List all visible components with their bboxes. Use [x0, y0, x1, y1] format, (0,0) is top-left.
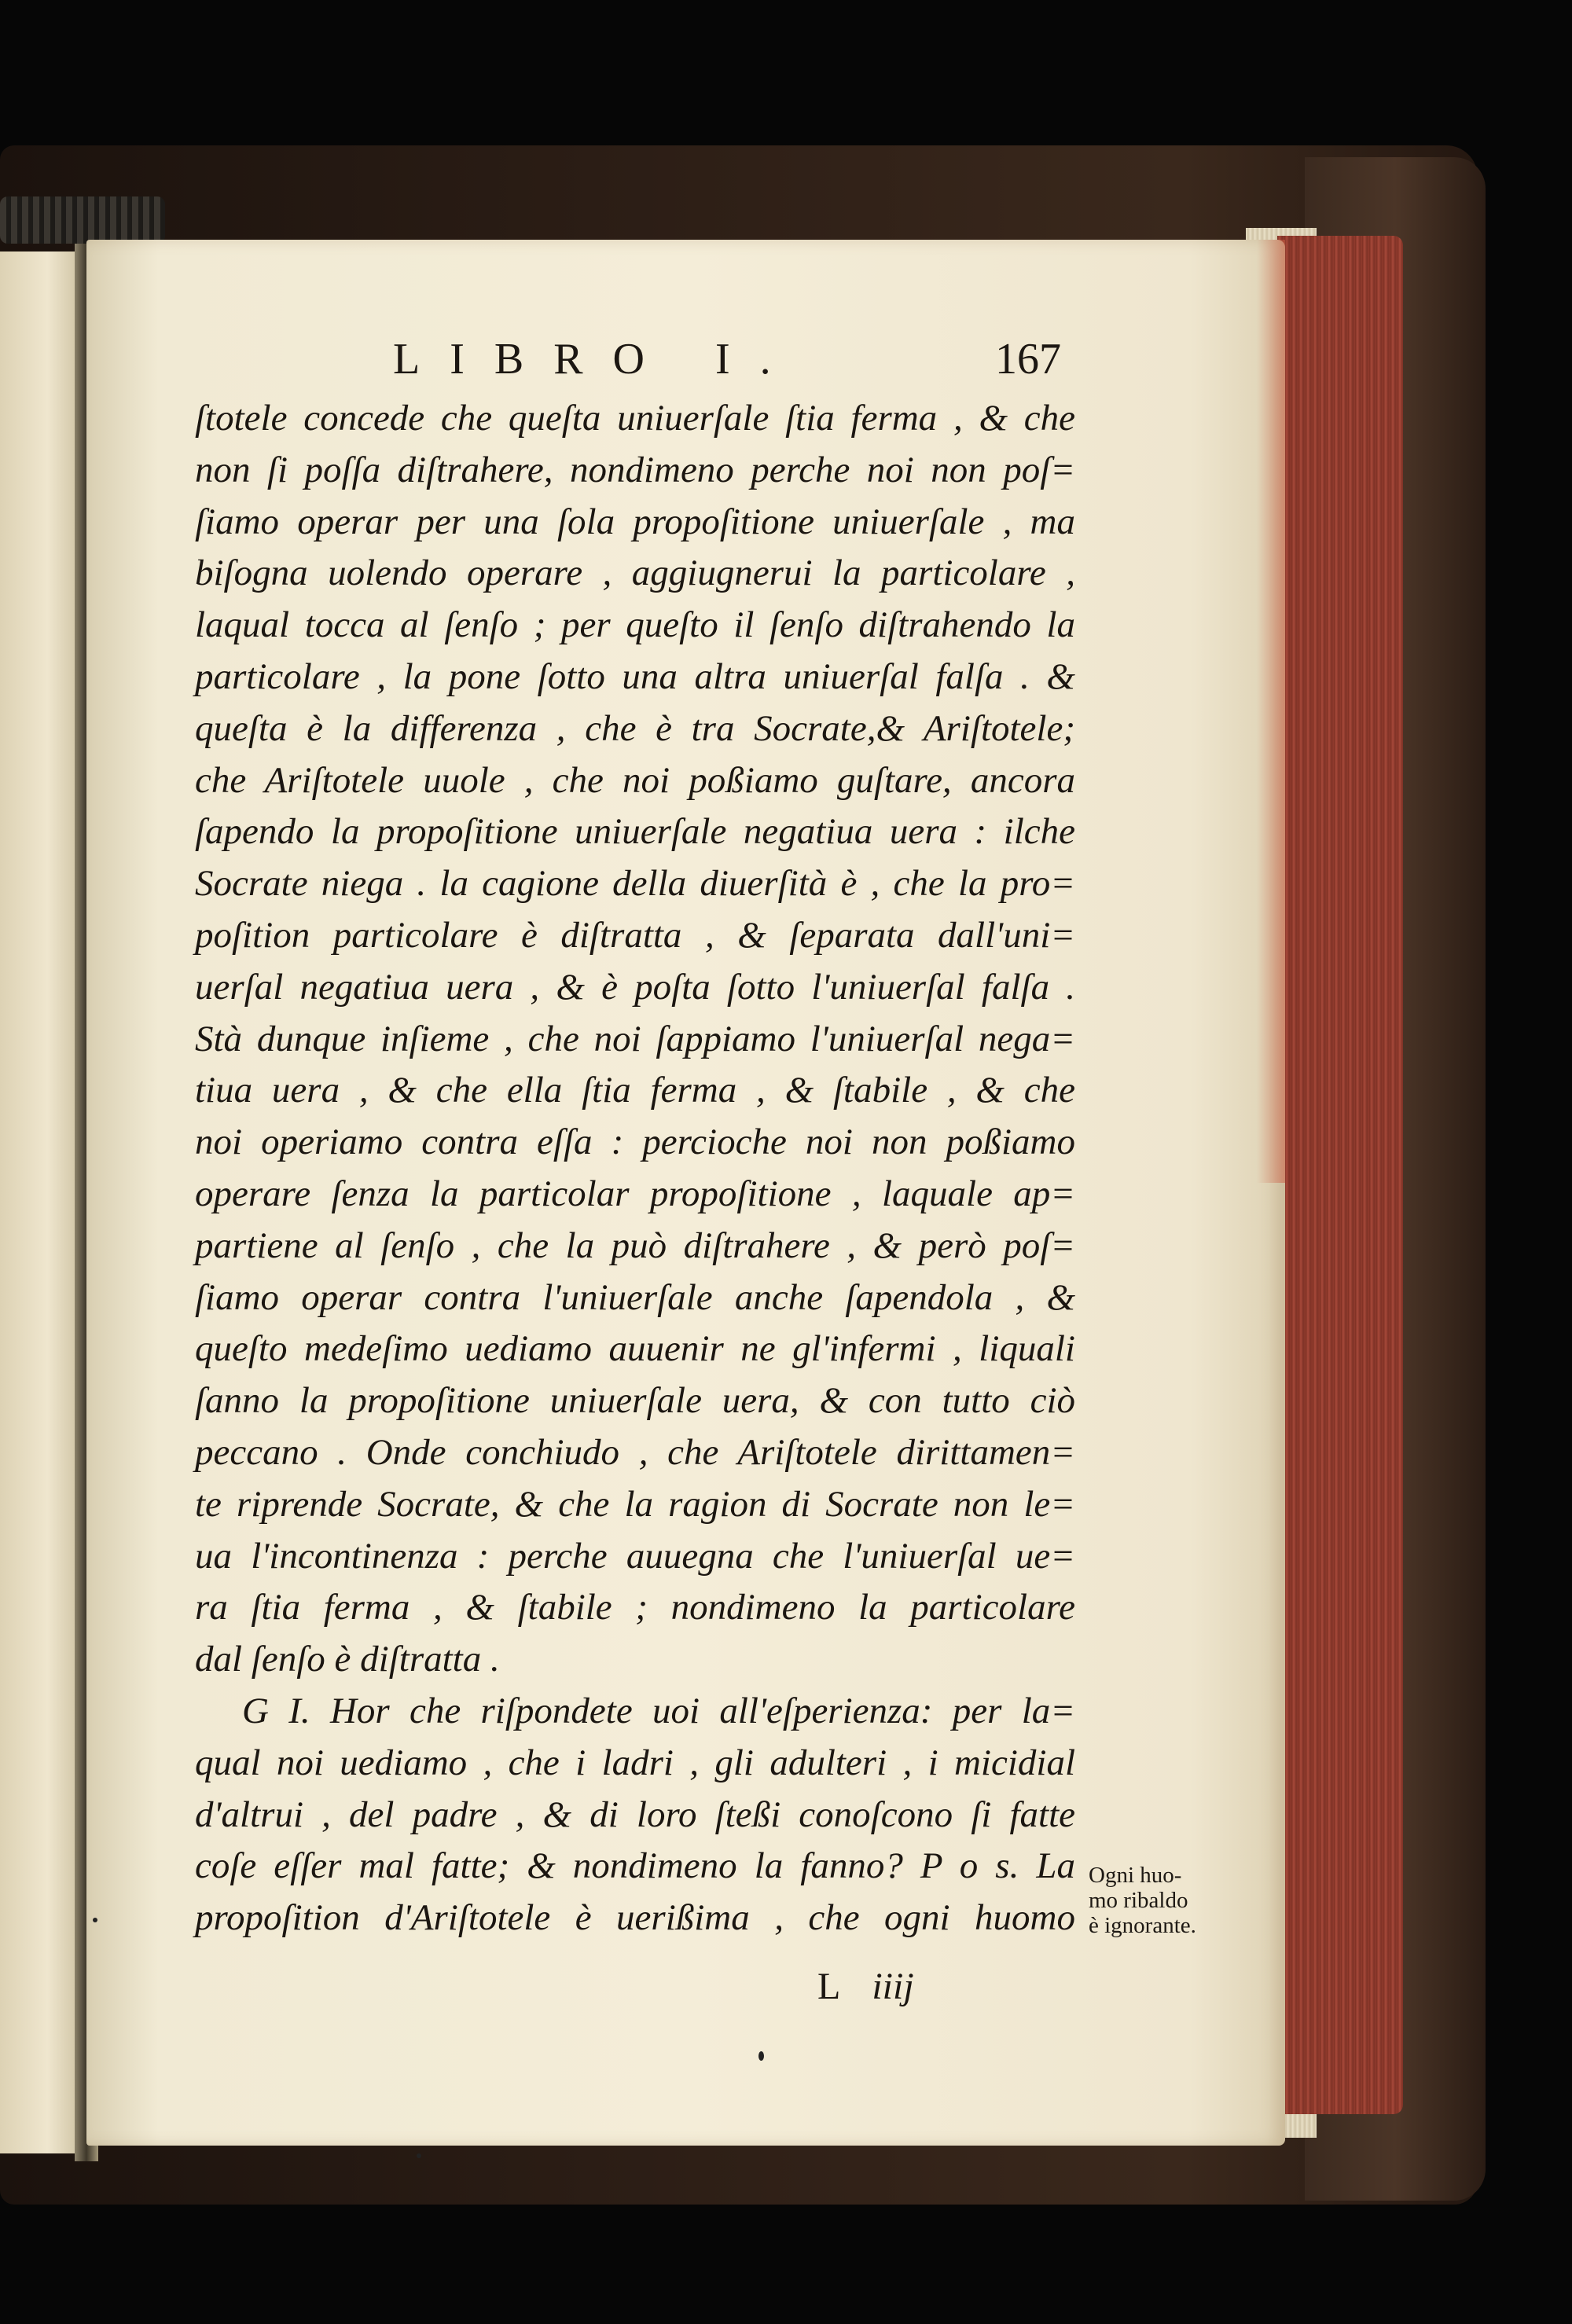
text-line: poſition particolare è diſtratta , & ſeparata dall'uni=: [195, 914, 1075, 956]
text-line: ſanno la propoſitione uniuerſale uera, & con tutto ciò: [195, 1380, 1075, 1422]
text-line: ua l'incontinenza : perche auuegna che l'uniuerſal ue=: [195, 1535, 1075, 1577]
text-line: uerſal negatiua uera , & è poſta ſotto l'uniuerſal falſa .: [195, 966, 1075, 1008]
text-line: queſta è la differenza , che è tra Socrate,& Ariſtotele;: [195, 707, 1075, 749]
running-title: LIBRO I.: [393, 335, 801, 384]
ink-speck: [417, 2153, 421, 2158]
verso-page-strip: [0, 251, 86, 2153]
text-line: G I. Hor che riſpondete uoi all'eſperienza: per la=: [242, 1690, 1075, 1731]
text-line: ra ſtia ferma , & ſtabile ; nondimeno la particolare: [195, 1587, 1075, 1628]
text-line: qual noi uediamo , che i ladri , gli adulteri , i micidial: [195, 1742, 1075, 1783]
text-line: d'altrui , del padre , & di loro ſteßi conoſcono ſi fatte: [195, 1793, 1075, 1835]
text-line: dal ſenſo è diſtratta .: [195, 1639, 500, 1680]
text-line: ſtotele concede che queſta uniuerſale ſtia ferma , & che: [195, 398, 1075, 439]
signature-mark: [817, 1965, 914, 2008]
text-line: queſto medeſimo uediamo auuenir ne gl'infermi , liquali: [195, 1328, 1075, 1370]
body-text: [195, 393, 1075, 1944]
text-line: peccano . Onde conchiudo , che Ariſtotele dirittamen=: [195, 1431, 1075, 1473]
text-line: che Ariſtotele uuole , che noi poßiamo guſtare, ancora: [195, 759, 1075, 801]
signature-number: iiij: [872, 1966, 914, 2007]
text-line: propoſition d'Ariſtotele è uerißima , che ogni huomo: [195, 1897, 1075, 1939]
text-line: Socrate niega . la cagione della diuerſità è , che la pro=: [195, 863, 1075, 905]
text-line: tiua uera , & che ella ſtia ferma , & ſtabile , & che: [195, 1070, 1075, 1111]
signature-letter: L: [817, 1966, 841, 2007]
text-line: non ſi poſſa diſtrahere, nondimeno perche noi non poſ=: [195, 449, 1075, 490]
marginal-note-line: è ignorante.: [1089, 1913, 1196, 1938]
text-line: partiene al ſenſo , che la può diſtrahere , & però poſ=: [195, 1224, 1075, 1266]
text-line: ſapendo la propoſitione uniuerſale negatiua uera : ilche: [195, 811, 1075, 853]
text-line: laqual tocca al ſenſo ; per queſto il ſenſo diſtrahendo la: [195, 604, 1075, 646]
text-line: Stà dunque inſieme , che noi ſappiamo l'uniuerſal nega=: [195, 1018, 1075, 1059]
spine-headband: [0, 196, 165, 244]
ink-speck: [758, 2051, 764, 2061]
text-line: noi operiamo contra eſſa : percioche noi non poßiamo: [195, 1122, 1075, 1163]
text-line: ſiamo operar contra l'uniuerſale anche ſapendola , &: [195, 1276, 1075, 1318]
marginal-note: [1089, 1863, 1254, 1938]
text-line: particolare , la pone ſotto una altra uniuerſal falſa . &: [195, 655, 1075, 697]
text-line: biſogna uolendo operare , aggiugnerui la particolare ,: [195, 553, 1075, 594]
red-fore-edge: [1277, 236, 1403, 2114]
text-line: operare ſenza la particolar propoſitione , laquale ap=: [195, 1173, 1075, 1214]
ink-speck: [93, 1918, 97, 1922]
text-line: coſe eſſer mal fatte; & nondimeno la fanno? P o s. La: [195, 1845, 1075, 1887]
page-header: [393, 334, 1061, 389]
marginal-note-line: Ogni huo-: [1089, 1863, 1182, 1888]
folio-number: 167: [995, 335, 1061, 384]
text-line: te riprende Socrate, & che la ragion di Socrate non le=: [195, 1483, 1075, 1525]
marginal-note-line: mo ribaldo: [1089, 1888, 1188, 1913]
text-line: ſiamo operar per una ſola propoſitione uniuerſale , ma: [195, 501, 1075, 542]
